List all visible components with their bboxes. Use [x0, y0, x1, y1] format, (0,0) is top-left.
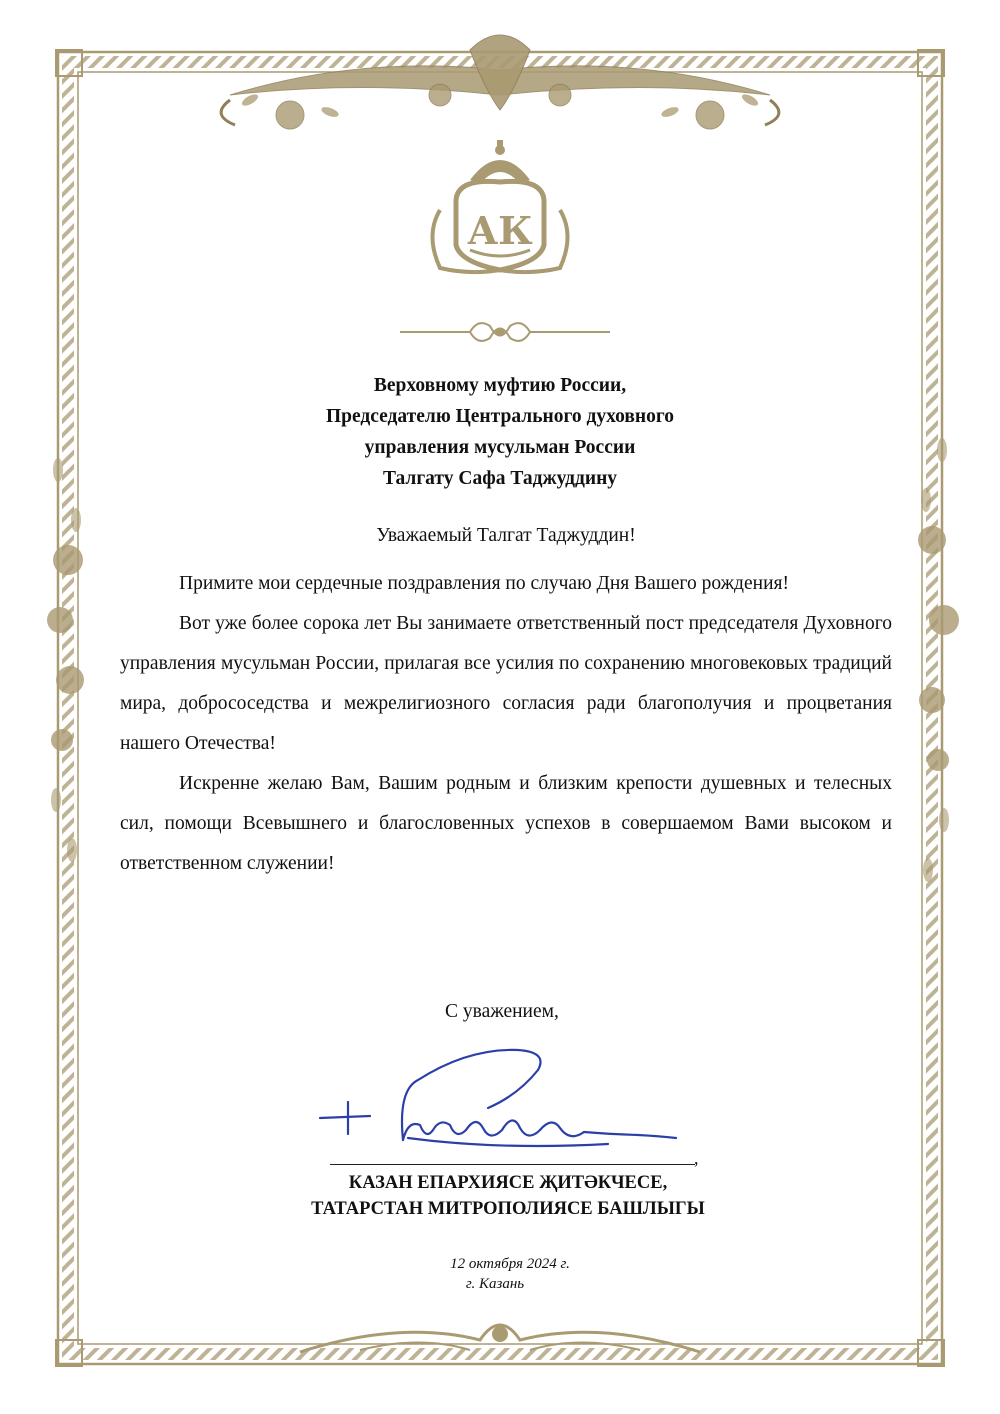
letter-body [120, 564, 892, 884]
top-garland [221, 35, 779, 129]
salutation: Уважаемый Талгат Таджуддин! [376, 525, 636, 546]
closing-text: С уважением, [445, 1001, 559, 1022]
handwritten-signature [308, 1030, 708, 1170]
body-paragraph: Вот уже более сорока лет Вы занимаете ответственный пост председателя Духовного управления мусульман России, прилагая все усилия по сохранению многовековых традиций мира, добрососедства и межрелигиозного согласия ради благополучия и процветания нашего Отечества! [120, 613, 892, 754]
addressee-block [200, 370, 800, 494]
date-place-block [380, 1254, 640, 1294]
letter-date: 12 октября 2024 г. [450, 1256, 570, 1272]
letter-place: г. Казань [465, 1276, 525, 1292]
signature-comma: , [694, 1148, 699, 1168]
emblem-monogram: АК [467, 208, 533, 253]
signer-title-line: ТАТАРСТАН МИТРОПОЛИЯСЕ БАШЛЫГЫ [311, 1199, 705, 1219]
addressee-line: Верховному муфтию России, [373, 375, 627, 396]
body-paragraph: Искренне желаю Вам, Вашим родным и близким крепости душевных и телесных сил, помощи Всевышнего и благословенных успехов в совершаемом Вами высоком и ответственном служении! [120, 773, 892, 874]
addressee-line: Председателю Центрального духовного [325, 406, 675, 427]
signer-title [200, 1170, 816, 1222]
divider-ornament [400, 323, 610, 341]
addressee-name: Талгату Сафа Таджуддину [382, 468, 618, 489]
body-paragraph: Примите мои сердечные поздравления по случаю Дня Вашего рождения! [179, 573, 789, 594]
signature-line [330, 1164, 695, 1165]
addressee-line: управления мусульман России [364, 437, 636, 458]
signer-title-line: КАЗАН ЕПАРХИЯСЕ ҖИТӘКЧЕСЕ, [348, 1173, 668, 1193]
